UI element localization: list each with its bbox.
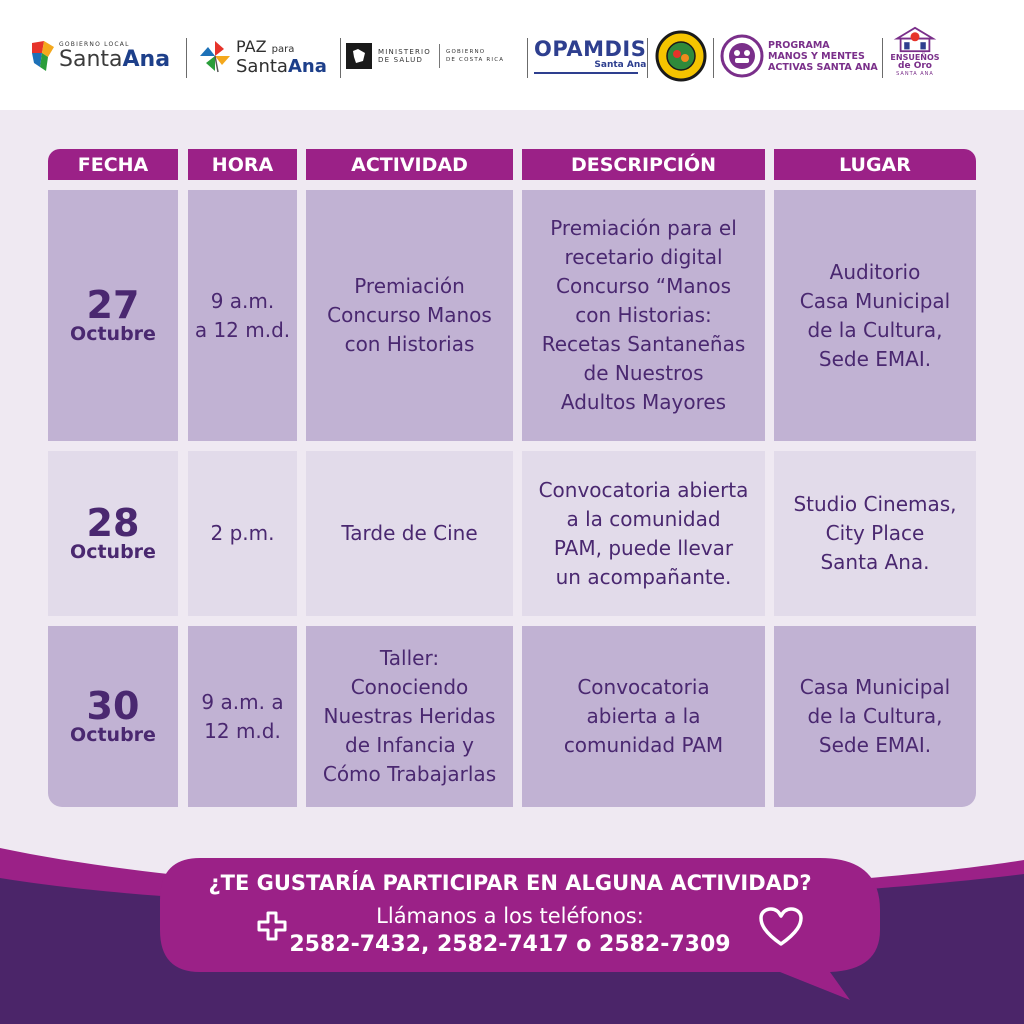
row-3-lugar-line: de la Cultura, bbox=[807, 704, 943, 728]
row-2-descripcion-line: a la comunidad bbox=[566, 506, 721, 531]
row-1-descripcion bbox=[522, 190, 765, 441]
row-1-lugar-line: Casa Municipal bbox=[799, 288, 951, 313]
row-3-hora-line: 12 m.d. bbox=[204, 718, 281, 743]
separator bbox=[647, 38, 648, 78]
cross-outline-icon bbox=[256, 910, 288, 942]
row-3-descripcion-line: abierta a la bbox=[586, 704, 701, 728]
hands-minds-emblem-icon bbox=[720, 34, 764, 78]
row-2-actividad bbox=[306, 451, 513, 616]
paz-ana-text: Ana bbox=[287, 55, 327, 77]
costa-rica-shield-icon bbox=[346, 43, 372, 69]
header-actividad: ACTIVIDAD bbox=[306, 149, 513, 180]
row-3-actividad-line: Cómo Trabajarlas bbox=[322, 762, 497, 786]
row-1-descripcion-line: de Nuestros bbox=[583, 361, 704, 385]
gobierno-cr-line-2: DE COSTA RICA bbox=[446, 57, 505, 63]
row-1-actividad-line: Premiación bbox=[354, 274, 465, 298]
row-1-descripcion-line: Adultos Mayores bbox=[560, 390, 727, 414]
row-2-day: 28 bbox=[86, 500, 140, 545]
adulto-mayor-seal-icon bbox=[655, 30, 707, 82]
row-1-lugar-line: Sede EMAI. bbox=[818, 346, 932, 371]
gobierno-cr-line-1: GOBIERNO bbox=[446, 49, 486, 55]
row-3-lugar-line: Sede EMAI. bbox=[818, 733, 932, 757]
ensuenos-line-1: ENSUEÑOS bbox=[890, 53, 940, 62]
header-lugar: LUGAR bbox=[774, 149, 976, 180]
row-3-lugar-line: Casa Municipal bbox=[799, 675, 951, 699]
row-3-lugar bbox=[774, 626, 976, 807]
house-pinwheel-icon bbox=[889, 26, 941, 53]
pinwheel-icon bbox=[198, 39, 232, 73]
row-1-actividad bbox=[306, 190, 513, 441]
row-3-descripcion bbox=[522, 626, 765, 807]
separator bbox=[882, 38, 883, 78]
row-3-descripcion-line: Convocatoria bbox=[577, 675, 710, 699]
row-3-descripcion-line: comunidad PAM bbox=[563, 733, 724, 757]
opamdis-title: OPAMDIS bbox=[534, 37, 647, 61]
separator bbox=[527, 38, 528, 78]
row-3-fecha bbox=[48, 626, 178, 807]
row-1-month: Octubre bbox=[70, 322, 156, 345]
gobierno-logo-santa: Santa bbox=[59, 47, 123, 72]
row-1-descripcion-line: Premiación para el bbox=[550, 216, 737, 240]
ministerio-line-2: DE SALUD bbox=[378, 56, 424, 64]
opamdis-logo bbox=[534, 30, 646, 82]
row-2-lugar-line: Santa Ana. bbox=[820, 550, 930, 574]
paz-text: PAZ bbox=[236, 36, 267, 56]
programa-line-1: PROGRAMA bbox=[768, 39, 830, 51]
gobierno-local-logo bbox=[30, 30, 170, 82]
row-2-lugar-line: Studio Cinemas, bbox=[793, 492, 957, 516]
row-2-lugar-line: City Place bbox=[825, 521, 925, 545]
ensuenos-de-oro-logo bbox=[889, 26, 941, 78]
row-1-day: 27 bbox=[86, 282, 140, 327]
adulto-mayor-seal bbox=[655, 30, 707, 82]
paz-santa-text: Santa bbox=[236, 55, 288, 77]
row-3-month: Octubre bbox=[70, 723, 156, 746]
row-1-lugar-line: Auditorio bbox=[829, 259, 921, 284]
ensuenos-line-3: SANTA ANA bbox=[896, 71, 934, 77]
separator bbox=[340, 38, 341, 78]
logo-bar bbox=[0, 0, 1024, 110]
opamdis-subtitle: Santa Ana bbox=[594, 60, 647, 70]
header-descripcion: DESCRIPCIÓN bbox=[522, 149, 765, 180]
row-2-hora-line: 2 p.m. bbox=[210, 521, 275, 545]
row-1-hora-line: a 12 m.d. bbox=[194, 317, 291, 342]
row-2-descripcion-line: PAM, puede llevar bbox=[553, 535, 734, 560]
row-3-hora bbox=[188, 626, 297, 807]
row-2-month: Octubre bbox=[70, 540, 156, 563]
cta-call-text: Llámanos a los teléfonos: bbox=[376, 904, 644, 928]
programa-manos-mentes-logo bbox=[720, 30, 878, 82]
ministerio-line-1: MINISTERIO bbox=[378, 48, 431, 56]
row-1-lugar bbox=[774, 190, 976, 441]
row-3-actividad bbox=[306, 626, 513, 807]
row-2-fecha bbox=[48, 451, 178, 616]
paz-para-santa-ana-logo bbox=[198, 30, 327, 82]
heart-outline-icon bbox=[758, 906, 804, 948]
para-text: para bbox=[271, 43, 295, 55]
row-3-actividad-line: de Infancia y bbox=[345, 733, 474, 757]
row-1-actividad-line: con Historias bbox=[344, 332, 475, 356]
gobierno-logo-ana: Ana bbox=[122, 47, 171, 72]
separator bbox=[186, 38, 187, 78]
programa-line-2: MANOS Y MENTES bbox=[768, 50, 865, 62]
ensuenos-line-2: de Oro bbox=[898, 61, 932, 71]
header-fecha: FECHA bbox=[48, 149, 178, 180]
row-1-fecha bbox=[48, 190, 178, 441]
row-3-actividad-line: Taller: bbox=[379, 646, 440, 670]
header-hora: HORA bbox=[188, 149, 297, 180]
row-1-descripcion-line: recetario digital bbox=[564, 245, 723, 269]
separator bbox=[713, 38, 714, 78]
row-2-hora bbox=[188, 451, 297, 616]
row-1-hora-line: 9 a.m. bbox=[210, 288, 275, 313]
row-2-lugar bbox=[774, 451, 976, 616]
row-3-hora-line: 9 a.m. a bbox=[201, 689, 284, 714]
row-1-descripcion-line: Recetas Santaneñas bbox=[541, 332, 746, 356]
cta-phones[interactable]: 2582-7432, 2582-7417 o 2582-7309 bbox=[289, 932, 731, 957]
row-1-descripcion-line: Concurso “Manos bbox=[556, 274, 731, 298]
row-2-descripcion-line: un acompañante. bbox=[555, 564, 732, 589]
cta-question: ¿TE GUSTARÍA PARTICIPAR EN ALGUNA ACTIVIDAD? bbox=[208, 871, 812, 895]
gobierno-local-small-text: GOBIERNO LOCAL bbox=[59, 41, 130, 48]
row-3-day: 30 bbox=[86, 683, 140, 728]
row-2-actividad-line: Tarde de Cine bbox=[341, 521, 478, 545]
santa-ana-emblem-icon bbox=[30, 39, 56, 73]
row-1-hora bbox=[188, 190, 297, 441]
row-1-descripcion-line: con Historias: bbox=[575, 303, 712, 327]
programa-line-3: ACTIVAS SANTA ANA bbox=[768, 61, 878, 73]
row-2-descripcion-line: Convocatoria abierta bbox=[538, 477, 749, 502]
row-3-actividad-line: Nuestras Heridas bbox=[323, 704, 496, 728]
row-1-actividad-line: Concurso Manos bbox=[327, 303, 492, 327]
row-1-lugar-line: de la Cultura, bbox=[807, 317, 943, 342]
row-2-descripcion bbox=[522, 451, 765, 616]
ministerio-salud-logo bbox=[346, 30, 504, 82]
row-3-actividad-line: Conociendo bbox=[350, 675, 469, 699]
